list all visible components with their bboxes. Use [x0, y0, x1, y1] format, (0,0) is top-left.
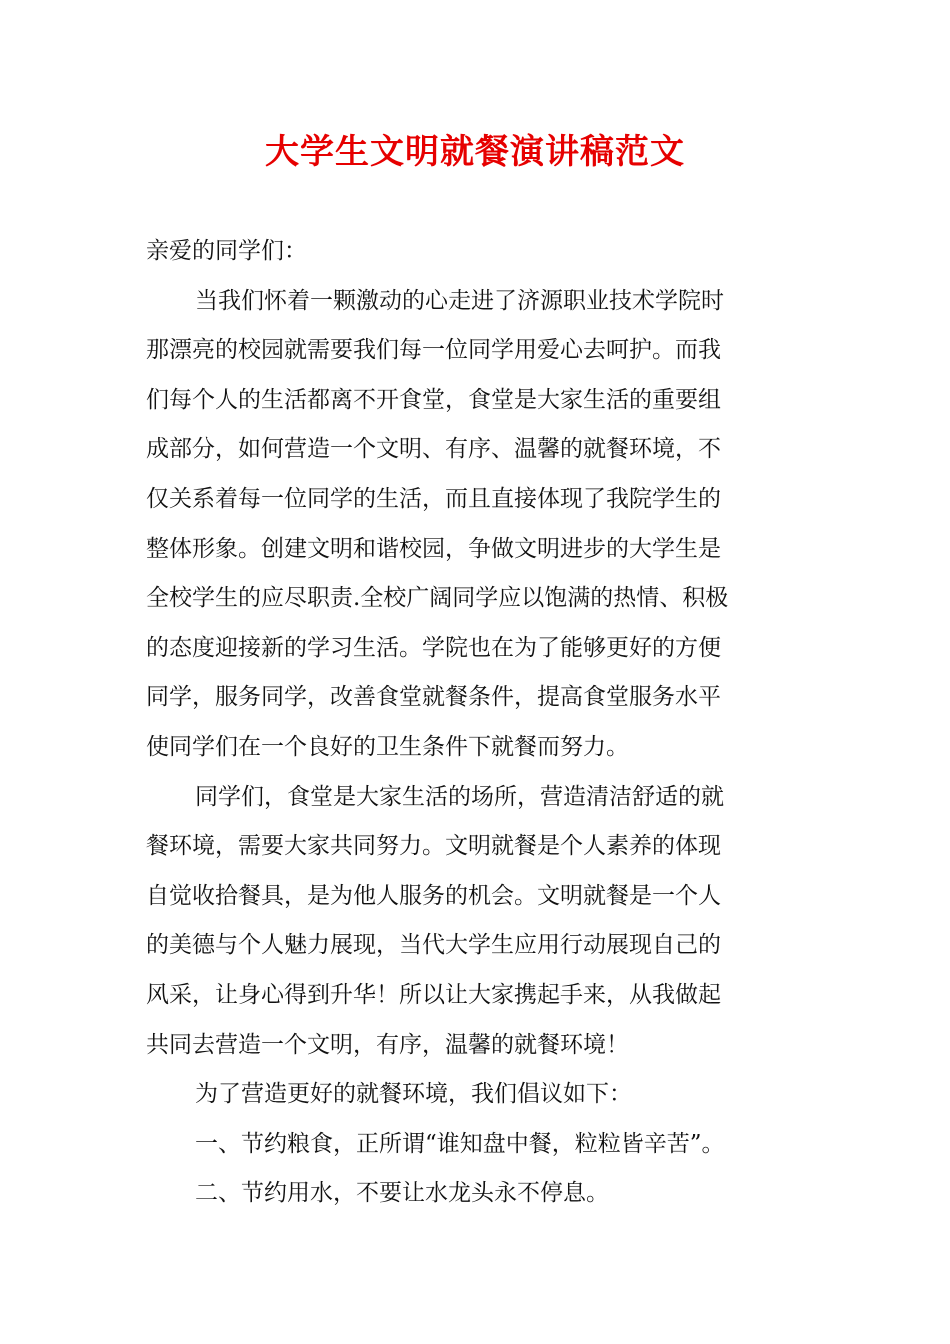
body-line: 共同去营造一个文明，有序，温馨的就餐环境！	[146, 1031, 629, 1058]
body-line: 全校学生的应尽职责.全校广阔同学应以饱满的热情、积极	[146, 585, 729, 612]
document-title: 大学生文明就餐演讲稿范文	[265, 132, 685, 172]
body-line: 同学，服务同学，改善食堂就餐条件，提高食堂服务水平	[146, 684, 721, 711]
body-line: 成部分，如何营造一个文明、有序、温馨的就餐环境，不	[146, 436, 721, 463]
body-line: 的态度迎接新的学习生活。学院也在为了能够更好的方便	[146, 634, 721, 661]
body-line: 那漂亮的校园就需要我们每一位同学用爱心去呵护。而我	[146, 337, 721, 364]
body-line: 餐环境，需要大家共同努力。文明就餐是个人素养的体现	[146, 833, 721, 860]
body-line: 仅关系着每一位同学的生活，而且直接体现了我院学生的	[146, 485, 721, 512]
body-line: 为了营造更好的就餐环境，我们倡议如下：	[195, 1081, 632, 1108]
body-line: 使同学们在一个良好的卫生条件下就餐而努力。	[146, 733, 629, 760]
body-line: 同学们，食堂是大家生活的场所，营造清洁舒适的就	[195, 783, 724, 810]
body-line: 自觉收拾餐具，是为他人服务的机会。文明就餐是一个人	[146, 882, 721, 909]
body-line: 一、节约粮食，正所谓“谁知盘中餐，粒粒皆辛苦”。	[195, 1130, 725, 1157]
body-line: 二、节约用水，不要让水龙头永不停息。	[195, 1180, 609, 1207]
body-line: 风采，让身心得到升华！所以让大家携起手来，从我做起	[146, 981, 721, 1008]
body-line: 的美德与个人魅力展现，当代大学生应用行动展现自己的	[146, 932, 721, 959]
body-line: 亲爱的同学们：	[146, 238, 307, 264]
document-body	[146, 227, 804, 1219]
body-line: 们每个人的生活都离不开食堂，食堂是大家生活的重要组	[146, 386, 721, 413]
body-line: 整体形象。创建文明和谐校园，争做文明进步的大学生是	[146, 535, 721, 562]
body-line: 当我们怀着一颗激动的心走进了济源职业技术学院时	[195, 287, 724, 314]
